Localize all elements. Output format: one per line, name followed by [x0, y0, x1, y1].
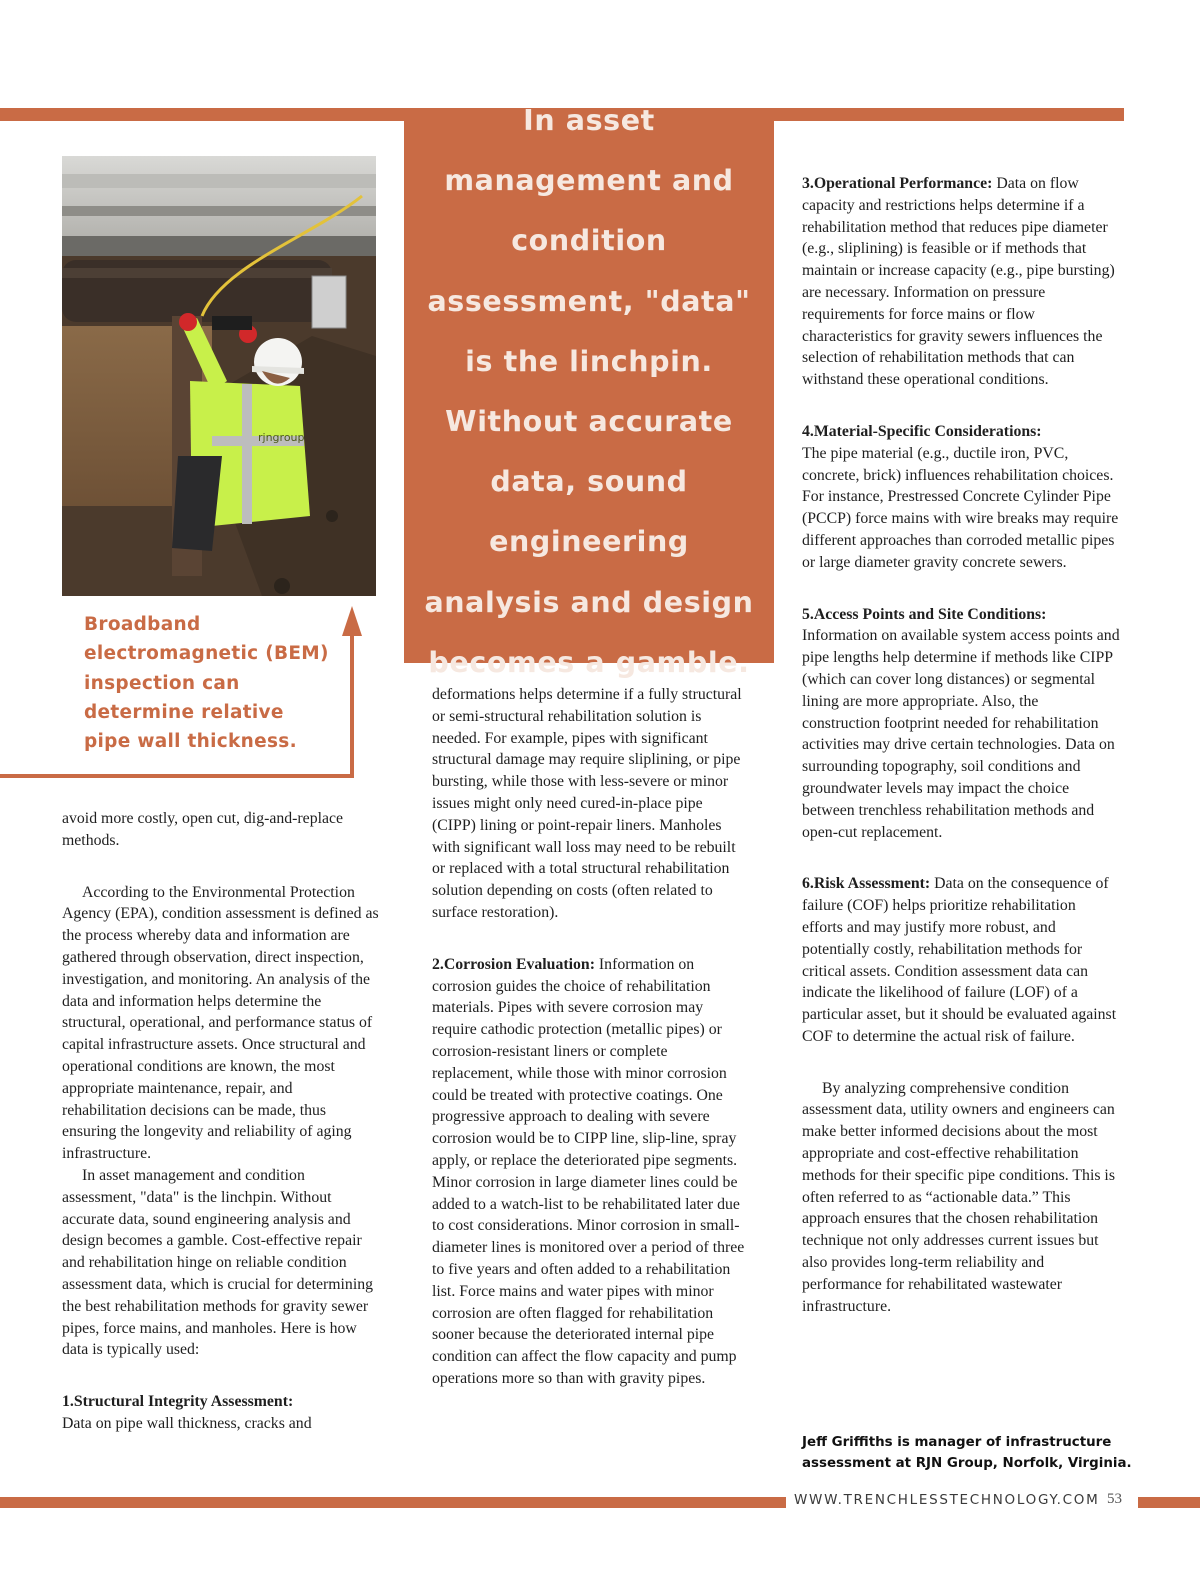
section-text: Information on available system access points and pipe lengths help determine if methods like CIPP (which can cover long distances) or segmental lining are more appropriate. Also, the construction footprint needed for rehabilitation activities may drive certain technologies. Data on surrounding topography, soil conditions and groundwater levels may impact the choice between trenchless rehabilitation methods and open-cut replacement.	[802, 627, 1120, 841]
article-column-1	[62, 808, 380, 1435]
caption-frame	[0, 606, 372, 782]
author-bio: Jeff Griffiths is manager of infrastructure assessment at RJN Group, Norfolk, Virginia.	[802, 1435, 1132, 1471]
footer-website[interactable]: WWW.TRENCHLESSTECHNOLOGY.COM	[794, 1492, 1100, 1508]
section-text: Information on corrosion guides the choice of rehabilitation materials. Pipes with severe corrosion may require cathodic protection (metallic pipes) or corrosion-resistant liners or complete replacement, while those with minor corrosion could be treated with protective coatings. One progressive approach to dealing with severe corrosion would be to CIPP line, slip-line, spray apply, or replace the deteriorated pipe segments. Minor corrosion in large diameter lines could be added to a watch-list to be rehabilitated later due to cost considerations. Minor corrosion in small-diameter lines is monitored over a period of three to five years and often added to a rehabilitation list. Force mains and water pipes with minor corrosion are often flagged for rehabilitation sooner because the deteriorated internal pipe condition can affect the flow capacity and pump operations more so than with gravity pipes.	[432, 955, 745, 1387]
inspection-photo	[62, 156, 376, 596]
section-heading: 3.Operational Performance:	[802, 175, 993, 192]
article-column-2	[432, 684, 750, 1390]
article-column-3	[802, 173, 1120, 1317]
arrow-up-icon	[342, 606, 362, 636]
section-heading: 2.Corrosion Evaluation:	[432, 955, 595, 973]
closing-paragraph: By analyzing comprehensive condition assessment data, utility owners and engineers can make better informed decisions about the most appropriate and cost-effective rehabilitation methods for their specific pipe conditions. This is often referred to as “actionable data.” This approach ensures that the chosen rehabilitation technique not only addresses current issues but also provides long-term reliability and performance for rehabilitated wastewater infrastructure.	[802, 1079, 1115, 1315]
body-paragraph: According to the Environmental Protection Agency (EPA), condition assessment is defined as the process whereby data and information are gathered through observation, direct inspection, investigation, and monitoring. An analysis of the data and information helps determine the structural, operational, and performance status of capital infrastructure assets. Once structural and operational conditions are known, the most appropriate maintenance, repair, and rehabilitation decisions can be made, thus ensuring the longevity and reliability of aging infrastructure.	[62, 883, 379, 1163]
footer-accent-bar-right	[1138, 1497, 1200, 1508]
body-paragraph: In asset management and condition assessment, "data" is the linchpin. Without accurate data, sound engineering analysis and design becomes a gamble. Cost-effective repair and rehabilitation hinge on reliable condition assessment data, which is crucial for determining the best rehabilitation methods for gravity sewer pipes, force mains, and manholes. Here is how data is typically used:	[62, 1166, 374, 1359]
section-text: Data on flow capacity and restrictions helps determine if a rehabilitation method that reduces pipe diameter (e.g., sliplining) is feasible or if methods that maintain or increase capacity (e.g., pipe bursting) are necessary. Information on pressure requirements for force mains or flow characteristics for gravity sewers influences the selection of rehabilitation methods that can withstand these operational conditions.	[802, 175, 1115, 389]
list-item	[432, 954, 750, 1390]
pull-quote-box	[404, 103, 774, 679]
section-text: Data on pipe wall thickness, cracks and	[62, 1414, 312, 1432]
body-paragraph: deformations helps determine if a fully structural or semi-structural rehabilitation solution is needed. For example, pipes with significant structural damage may require sliplining, or pipe bursting, while those with less-severe or minor issues might only need cured-in-place pipe (CIPP) lining or point-repair liners. Manholes with significant wall loss may need to be rebuilt or replaced with a total structural rehabilitation solution depending on costs (often related to surface restoration).	[432, 686, 742, 921]
section-text: The pipe material (e.g., ductile iron, PVC, concrete, brick) influences rehabilitation choices. For instance, Prestressed Concrete Cylinder Pipe (PCCP) force mains with wire breaks may require different approaches than corroded metallic pipes or large diameter gravity concrete sewers.	[802, 444, 1119, 571]
list-item	[802, 873, 1120, 1047]
page-number: 53	[1107, 1491, 1122, 1507]
section-heading: 1.Structural Integrity Assessment:	[62, 1393, 294, 1411]
section-heading: 4.Material-Specific Considerations:	[802, 422, 1042, 440]
photo-caption: Broadband electromagnetic (BEM) inspection can determine relative pipe wall thickness.	[84, 614, 329, 753]
section-heading: 6.Risk Assessment:	[802, 875, 931, 893]
list-item	[802, 604, 1120, 844]
footer-accent-bar	[0, 1497, 786, 1508]
section-text: Data on the consequence of failure (COF) helps prioritize rehabilitation efforts and may justify more robust, and potentially costly, rehabilitation methods for critical assets. Condition assessment data can indicate the likelihood of failure (LOF) of a particular asset, but it should be evaluated against COF to determine the actual risk of failure.	[802, 875, 1117, 1045]
list-item	[802, 421, 1120, 574]
vest-logo: rjngroup	[258, 431, 305, 444]
pull-quote: In asset management and condition assessment, "data" is the linchpin. Without accurate data, sound engineering analysis and design becomes a gamble.	[424, 103, 754, 679]
body-paragraph: avoid more costly, open cut, dig-and-replace methods.	[62, 810, 344, 849]
list-item	[62, 1391, 380, 1435]
section-heading: 5.Access Points and Site Conditions:	[802, 605, 1047, 623]
list-item	[802, 173, 1120, 391]
